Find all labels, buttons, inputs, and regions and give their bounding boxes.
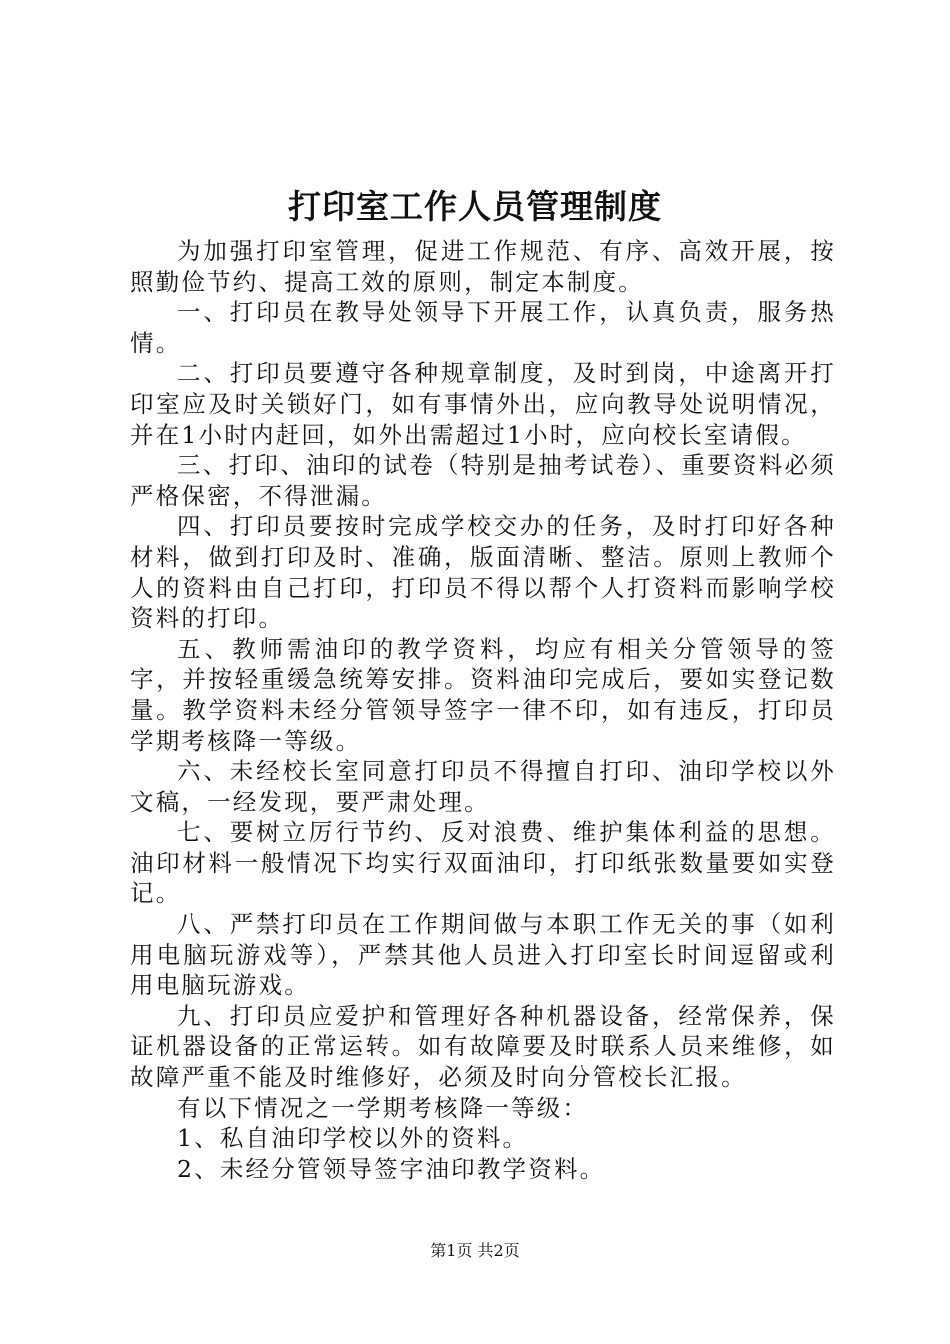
paragraph-rule-5: 五、教师需油印的教学资料，均应有相关分管领导的签字，并按轻重缓急统筹安排。资料油印完成后，要如实登记数量。教学资料未经分管领导签字一律不印，如有违反，打印员学期考核降一等级。 [130,634,836,755]
page-footer: 第1页 共2页 [430,1241,520,1260]
paragraph-penalty-2: 2、未经分管领导签字油印教学资料。 [177,1154,606,1183]
paragraph-rule-3: 三、打印、油印的试卷（特别是抽考试卷）、重要资料必须严格保密，不得泄漏。 [130,451,836,510]
paragraph-rule-7: 七、要树立厉行节约、反对浪费、维护集体利益的思想。油印材料一般情况下均实行双面油印，打印纸张数量要如实登记。 [130,818,836,908]
paragraph-penalty-intro: 有以下情况之一学期考核降一等级： [177,1093,589,1122]
document-title: 打印室工作人员管理制度 [288,187,662,226]
paragraph-rule-8: 八、严禁打印员在工作期间做与本职工作无关的事（如利用电脑玩游戏等），严禁其他人员进入打印室长时间逗留或利用电脑玩游戏。 [130,910,836,1000]
paragraph-intro: 为加强打印室管理，促进工作规范、有序、高效开展，按照勤俭节约、提高工效的原则，制定本制度。 [130,237,836,296]
document-body [130,236,836,1184]
paragraph-rule-2: 二、打印员要遵守各种规章制度，及时到岗，中途离开打印室应及时关锁好门，如有事情外出，应向教导处说明情况，并在1小时内赶回，如外出需超过1小时，应向校长室请假。 [130,359,836,449]
paragraph-rule-1: 一、打印员在教导处领导下开展工作，认真负责，服务热情。 [130,298,836,357]
paragraph-penalty-1: 1、私自油印学校以外的资料。 [177,1124,529,1153]
paragraph-rule-4: 四、打印员要按时完成学校交办的任务，及时打印好各种材料，做到打印及时、准确，版面清晰、整洁。原则上教师个人的资料由自己打印，打印员不得以帮个人打资料而影响学校资料的打印。 [130,512,836,633]
paragraph-rule-9: 九、打印员应爱护和管理好各种机器设备，经常保养，保证机器设备的正常运转。如有故障要及时联系人员来维修，如故障严重不能及时维修好，必须及时向分管校长汇报。 [130,1001,836,1092]
paragraph-rule-6: 六、未经校长室同意打印员不得擅自打印、油印学校以外文稿，一经发现，要严肃处理。 [130,757,836,816]
